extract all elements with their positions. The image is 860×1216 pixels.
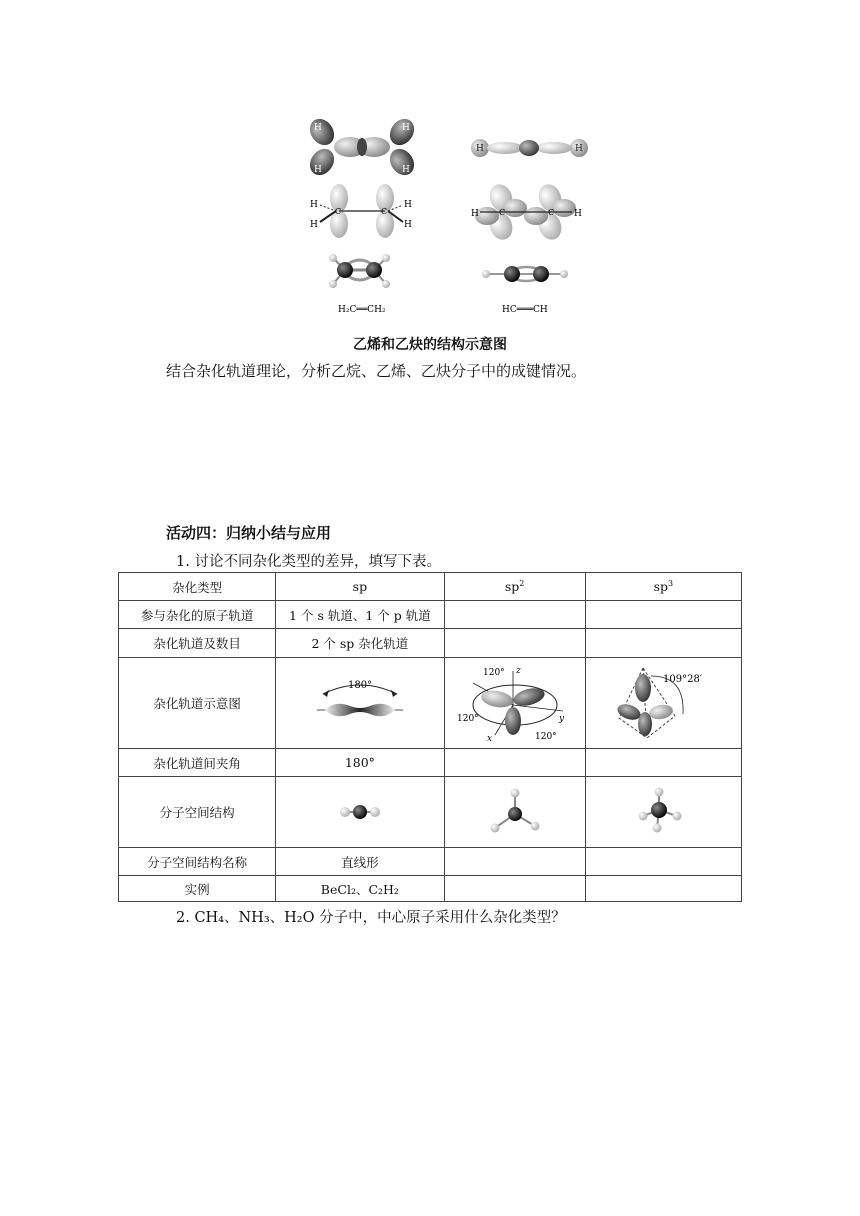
h-label: H: [310, 220, 318, 230]
tetrahedral-molecule-model: [633, 786, 693, 838]
row-label: 杂化轨道示意图: [119, 658, 276, 749]
table-row: [119, 749, 742, 777]
sp2-label: sp: [504, 579, 520, 594]
h-label: H: [404, 220, 412, 230]
sp3-orbital-diagram-cell: [585, 658, 741, 749]
sp2-orbital-diagram: [455, 663, 575, 743]
activity-heading: 活动四：归纳小结与应用: [166, 524, 332, 542]
acetylene-formula: HC═══CH: [502, 305, 548, 315]
sp3-label: sp: [653, 579, 669, 594]
axis-y-label: y: [558, 714, 564, 724]
header-cell: 杂化类型: [119, 573, 276, 601]
table-cell: 直线形: [276, 848, 444, 876]
sp2-superscript: 2: [519, 579, 525, 588]
blank-cell[interactable]: [585, 876, 741, 902]
table-cell: 2 个 sp 杂化轨道: [276, 629, 444, 658]
sp3-orbital-diagram: [603, 662, 723, 744]
table-row: [119, 777, 742, 848]
table-row: [119, 629, 742, 658]
trigonal-molecule-cell: [444, 777, 585, 848]
ethylene-formula: H₂C══CH₂: [338, 305, 386, 315]
tetrahedral-molecule-cell: [585, 777, 741, 848]
acetylene-orbital-model: [471, 139, 588, 157]
h-label: H: [575, 144, 583, 154]
axis-z-label: z: [515, 666, 521, 676]
sp2-angle-left: 120°: [456, 714, 479, 724]
sp-orbital-diagram-cell: [276, 658, 444, 749]
sp-orbital-diagram: [315, 678, 405, 728]
h-label: H: [310, 200, 318, 210]
ethylene-p-orbital-model: [310, 184, 412, 238]
sp2-orbital-diagram-cell: [444, 658, 585, 749]
table-row: [119, 601, 742, 629]
axis-x-label: x: [486, 734, 492, 743]
figure-caption: 乙烯和乙炔的结构示意图: [353, 337, 507, 353]
blank-cell[interactable]: [585, 848, 741, 876]
table-row: [119, 876, 742, 902]
h-label: H: [314, 165, 322, 175]
sp2-angle-top: 120°: [482, 668, 505, 678]
blank-cell[interactable]: [585, 749, 741, 777]
sp3-angle-label: 109°28′: [663, 674, 703, 685]
hybridization-table: [118, 572, 742, 902]
acetylene-p-orbital-model: [471, 181, 582, 243]
table-cell: 1 个 s 轨道、1 个 p 轨道: [276, 601, 444, 629]
c-label: C: [335, 207, 342, 216]
table-row: [119, 848, 742, 876]
trigonal-planar-molecule-model: [485, 786, 545, 838]
question-2: 2. CH₄、NH₃、H₂O 分子中，中心原子采用什么杂化类型？: [176, 910, 566, 926]
row-label: 参与杂化的原子轨道: [119, 601, 276, 629]
row-label: 分子空间结构: [119, 777, 276, 848]
row-label: 杂化轨道间夹角: [119, 749, 276, 777]
c-label: C: [548, 208, 555, 217]
header-cell-sp3: [585, 573, 741, 601]
h-label: H: [314, 123, 322, 133]
h-label: H: [404, 200, 412, 210]
blank-cell[interactable]: [444, 876, 585, 902]
header-cell-sp: sp: [276, 573, 444, 601]
h-label: H: [402, 123, 410, 133]
h-label: H: [402, 165, 410, 175]
c-label: C: [499, 208, 506, 217]
ethylene-orbital-model: [305, 114, 419, 180]
ethylene-acetylene-figure: [300, 110, 600, 320]
table-cell: 180°: [276, 749, 444, 777]
blank-cell[interactable]: [444, 848, 585, 876]
blank-cell[interactable]: [444, 749, 585, 777]
row-label: 分子空间结构名称: [119, 848, 276, 876]
row-label: 实例: [119, 876, 276, 902]
sp3-superscript: 3: [668, 579, 674, 588]
blank-cell[interactable]: [444, 601, 585, 629]
analysis-prompt: 结合杂化轨道理论，分析乙烷、乙烯、乙炔分子中的成键情况。: [166, 362, 587, 380]
ethylene-ball-stick: [329, 254, 390, 315]
header-cell-sp2: [444, 573, 585, 601]
question-1: 1. 讨论不同杂化类型的差异，填写下表。: [176, 554, 441, 570]
c-label: C: [381, 207, 388, 216]
acetylene-ball-stick: [482, 266, 568, 315]
blank-cell[interactable]: [585, 601, 741, 629]
row-label: 杂化轨道及数目: [119, 629, 276, 658]
blank-cell[interactable]: [444, 629, 585, 658]
linear-molecule-cell: [276, 777, 444, 848]
table-row: [119, 573, 742, 601]
table-row: [119, 658, 742, 749]
blank-cell[interactable]: [585, 629, 741, 658]
linear-molecule-model: [335, 800, 385, 824]
sp-angle-label: 180°: [347, 680, 372, 691]
h-label: H: [574, 209, 582, 219]
h-label: H: [476, 144, 484, 154]
sp2-angle-bottom: 120°: [534, 732, 557, 742]
h-label: H: [471, 209, 479, 219]
table-cell: BeCl₂、C₂H₂: [276, 876, 444, 902]
